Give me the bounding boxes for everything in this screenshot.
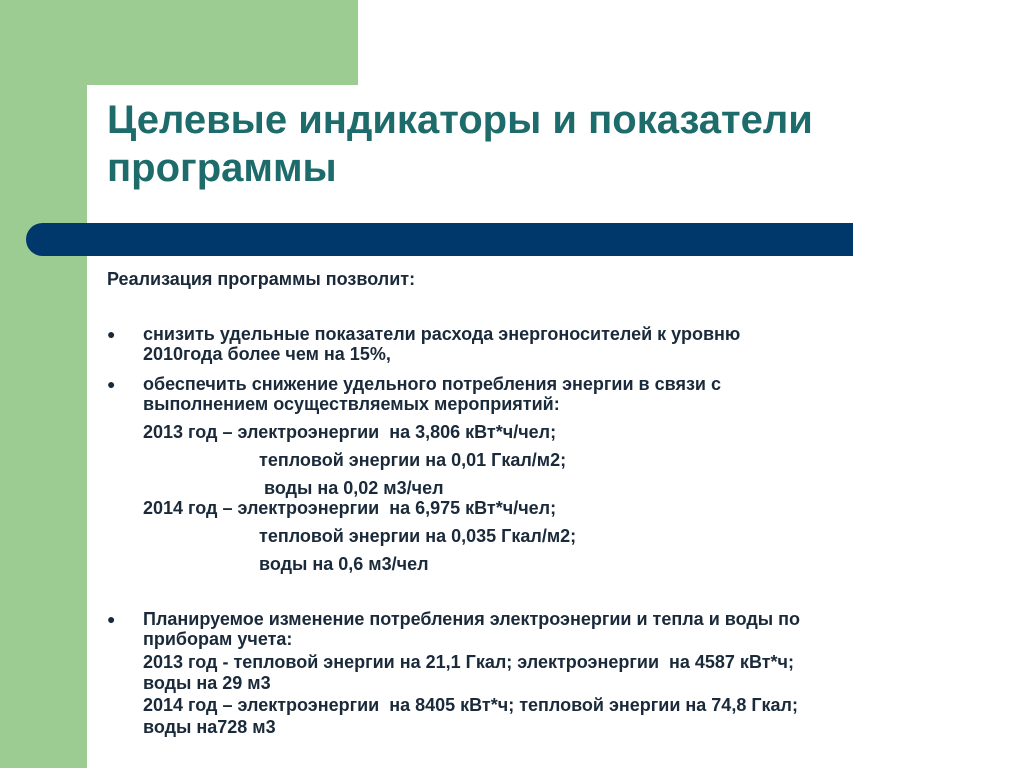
bullet-3-line-6: воды на728 м3 [143, 717, 276, 737]
slide-title: Целевые индикаторы и показатели программы [107, 98, 813, 190]
detail-2013-water: воды на 0,02 м3/чел [259, 478, 444, 498]
bullet-1-line-1: снизить удельные показатели расхода энергоносителей к уровню [143, 324, 741, 344]
detail-2014-heat: тепловой энергии на 0,035 Гкал/м2; [259, 526, 577, 546]
bullet-3-line-2: приборам учета: [143, 629, 293, 649]
detail-2013-electricity: 2013 год – электроэнергии на 3,806 кВт*ч/чел; [143, 422, 557, 442]
bullet-icon: ● [107, 611, 116, 627]
detail-2014-water: воды на 0,6 м3/чел [259, 554, 429, 574]
bullet-3-line-4: воды на 29 м3 [143, 673, 271, 693]
bullet-1-line-2: 2010года более чем на 15%, [143, 344, 391, 364]
bullet-3-line-3: 2013 год - тепловой энергии на 21,1 Гкал; электроэнергии на 4587 кВт*ч; [143, 652, 794, 672]
bullet-3-line-1: Планируемое изменение потребления электроэнергии и тепла и воды по [143, 609, 801, 629]
detail-2013-heat: тепловой энергии на 0,01 Гкал/м2; [259, 450, 567, 470]
bullet-2-line-1: обеспечить снижение удельного потребления энергии в связи с [143, 374, 721, 394]
bullet-3-line-5: 2014 год – электроэнергии на 8405 кВт*ч; тепловой энергии на 74,8 Гкал; [143, 695, 798, 715]
bullet-icon: ● [107, 376, 116, 392]
detail-2014-electricity: 2014 год – электроэнергии на 6,975 кВт*ч/чел; [143, 498, 557, 518]
bullet-icon: ● [107, 326, 116, 342]
intro-text: Реализация программы позволит: [107, 269, 416, 289]
bullet-2-line-2: выполнением осуществляемых мероприятий: [143, 394, 560, 414]
